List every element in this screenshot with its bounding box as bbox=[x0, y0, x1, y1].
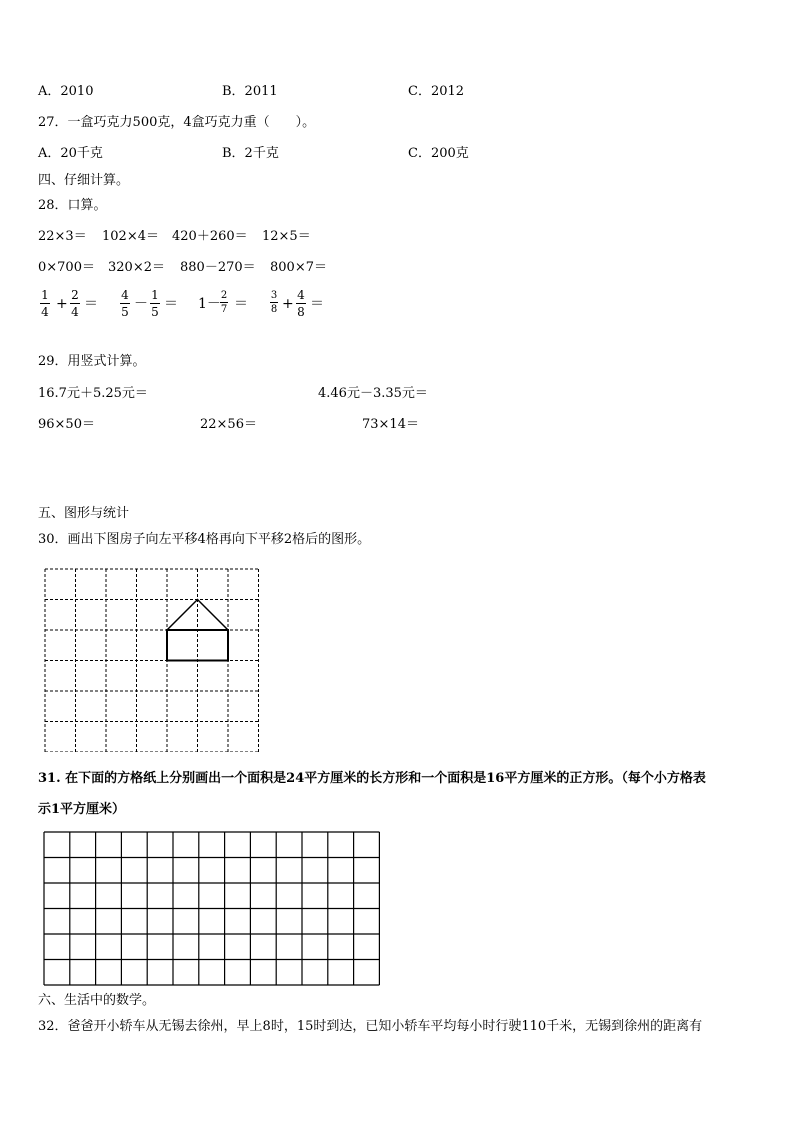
denominator: 8 bbox=[270, 304, 278, 315]
equals-sign: ＝ bbox=[310, 296, 324, 312]
numerator: 1 bbox=[41, 288, 49, 302]
fraction bbox=[70, 288, 80, 319]
q28-row2-item: 320×2＝ bbox=[108, 260, 165, 275]
q29-row2-item: 73×14＝ bbox=[362, 417, 419, 432]
q28-row1-item: 12×5＝ bbox=[262, 229, 311, 244]
q28-row1-item: 102×4＝ bbox=[102, 229, 159, 244]
denominator: 5 bbox=[151, 305, 159, 319]
numerator: 2 bbox=[71, 288, 79, 302]
square-grid bbox=[43, 831, 381, 987]
numerator: 1 bbox=[151, 288, 159, 302]
q28-title: 28．口算。 bbox=[38, 198, 107, 213]
q29-title: 29．用竖式计算。 bbox=[38, 354, 146, 369]
q30-question: 30．画出下图房子向左平移4格再向下平移2格后的图形。 bbox=[38, 532, 371, 547]
equals-sign: ＝ bbox=[84, 296, 98, 312]
q28-row1-item: 420＋260＝ bbox=[172, 229, 248, 244]
numerator: 2 bbox=[220, 290, 228, 301]
section5-heading: 五、图形与统计 bbox=[38, 506, 130, 521]
q31-question-line1: 31. 在下面的方格纸上分别画出一个面积是24平方厘米的长方形和一个面积是16平方厘米的正方形。（每个小方格表 bbox=[38, 771, 706, 786]
whole-minus: 1－ bbox=[198, 296, 221, 312]
q28-row2-item: 800×7＝ bbox=[270, 260, 327, 275]
q26-option-b: B．2011 bbox=[222, 84, 278, 99]
plus-sign: + bbox=[282, 296, 294, 312]
equals-sign: ＝ bbox=[164, 296, 178, 312]
equals-sign: ＝ bbox=[234, 296, 248, 312]
q29-row2-item: 96×50＝ bbox=[38, 417, 95, 432]
plus-sign: + bbox=[56, 296, 68, 312]
q28-row1-item: 22×3＝ bbox=[38, 229, 87, 244]
q28-row2-item: 0×700＝ bbox=[38, 260, 95, 275]
denominator: 7 bbox=[220, 304, 228, 315]
q27-option-c: C．200克 bbox=[408, 146, 469, 161]
denominator: 5 bbox=[121, 305, 129, 319]
q29-row1-item: 16.7元＋5.25元＝ bbox=[38, 386, 148, 401]
fraction bbox=[120, 288, 130, 319]
q26-option-a: A．2010 bbox=[38, 84, 94, 99]
denominator: 8 bbox=[297, 305, 305, 319]
q29-row1-item: 4.46元－3.35元＝ bbox=[318, 386, 428, 401]
q29-row2-item: 22×56＝ bbox=[200, 417, 257, 432]
numerator: 4 bbox=[121, 288, 129, 302]
section6-heading: 六、生活中的数学。 bbox=[38, 993, 156, 1008]
q28-row2-item: 880－270＝ bbox=[180, 260, 256, 275]
numerator: 4 bbox=[297, 288, 305, 302]
fraction bbox=[40, 288, 50, 319]
fraction bbox=[296, 288, 306, 319]
q31-question-line2: 示1平方厘米） bbox=[38, 802, 126, 817]
fraction bbox=[150, 288, 160, 319]
numerator: 3 bbox=[270, 290, 278, 301]
q26-option-c: C．2012 bbox=[408, 84, 465, 99]
fraction bbox=[220, 290, 228, 315]
minus-sign: － bbox=[134, 296, 148, 312]
dashed-grid-house bbox=[44, 568, 260, 752]
denominator: 4 bbox=[71, 305, 79, 319]
q27-question: 27．一盒巧克力500克，4盒巧克力重（ ）。 bbox=[38, 115, 316, 130]
denominator: 4 bbox=[41, 305, 49, 319]
section4-heading: 四、仔细计算。 bbox=[38, 173, 130, 188]
q32-question: 32．爸爸开小轿车从无锡去徐州，早上8时，15时到达，已知小轿车平均每小时行驶110千米，无锡到徐州的距离有 bbox=[38, 1019, 703, 1034]
q27-option-b: B．2千克 bbox=[222, 146, 279, 161]
fraction bbox=[270, 290, 278, 315]
q27-option-a: A．20千克 bbox=[38, 146, 103, 161]
